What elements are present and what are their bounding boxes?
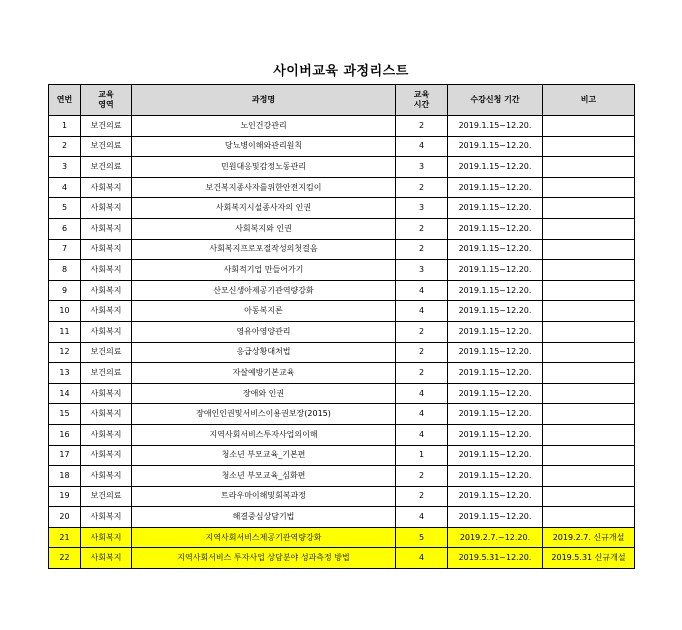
table-row (49, 383, 635, 404)
cell-area: 보건의료 (81, 342, 132, 363)
cell-note: 2019.2.7. 신규개설 (543, 527, 635, 548)
cell-course: 노인건강관리 (132, 116, 396, 137)
cell-area: 사회복지 (81, 198, 132, 219)
cell-no: 15 (49, 404, 81, 425)
cell-no: 17 (49, 445, 81, 466)
cell-area: 사회복지 (81, 239, 132, 260)
cell-no: 7 (49, 239, 81, 260)
cell-hours: 1 (396, 445, 448, 466)
header-hours (396, 85, 448, 116)
cell-period: 2019.1.15~12.20. (448, 116, 543, 137)
cell-no: 12 (49, 342, 81, 363)
cell-note (543, 301, 635, 322)
table-row (49, 157, 635, 178)
cell-period: 2019.1.15~12.20. (448, 260, 543, 281)
cell-period: 2019.1.15~12.20. (448, 321, 543, 342)
cell-area: 보건의료 (81, 157, 132, 178)
cell-note (543, 218, 635, 239)
cell-hours: 2 (396, 486, 448, 507)
table-row (49, 445, 635, 466)
cell-area: 보건의료 (81, 363, 132, 384)
cell-period: 2019.1.15~12.20. (448, 280, 543, 301)
cell-hours: 4 (396, 404, 448, 425)
cell-note (543, 424, 635, 445)
cell-course: 사회복지프로포절작성의첫걸음 (132, 239, 396, 260)
cell-course: 지역사회서비스 투자사업 상담분야 성과측정 방법 (132, 548, 396, 569)
cell-hours: 4 (396, 507, 448, 528)
cell-area: 사회복지 (81, 177, 132, 198)
table-row (49, 507, 635, 528)
cell-note (543, 260, 635, 281)
cell-note (543, 177, 635, 198)
cell-note (543, 239, 635, 260)
cell-no: 19 (49, 486, 81, 507)
header-hours-line2: 시간 (413, 100, 430, 109)
cell-area: 보건의료 (81, 486, 132, 507)
cell-no: 10 (49, 301, 81, 322)
cell-period: 2019.1.15~12.20. (448, 157, 543, 178)
header-area (81, 85, 132, 116)
cell-area: 사회복지 (81, 507, 132, 528)
table-row (49, 342, 635, 363)
cell-period: 2019.1.15~12.20. (448, 177, 543, 198)
cell-course: 응급상황대처법 (132, 342, 396, 363)
cell-note (543, 116, 635, 137)
cell-course: 산모신생아제공기관역량강화 (132, 280, 396, 301)
cell-note (543, 363, 635, 384)
table-row (49, 321, 635, 342)
table-row (49, 239, 635, 260)
cell-hours: 3 (396, 198, 448, 219)
cell-note (543, 445, 635, 466)
course-list-table (48, 84, 635, 569)
header-no: 연번 (49, 85, 81, 116)
cell-period: 2019.1.15~12.20. (448, 301, 543, 322)
cell-course: 사회복지와 인권 (132, 218, 396, 239)
cell-course: 사회복지시설종사자의 인권 (132, 198, 396, 219)
header-area-line2: 영역 (98, 100, 114, 109)
cell-area: 사회복지 (81, 280, 132, 301)
cell-hours: 2 (396, 466, 448, 487)
table-row (49, 527, 635, 548)
cell-area: 사회복지 (81, 527, 132, 548)
cell-period: 2019.2.7.~12.20. (448, 527, 543, 548)
cell-no: 20 (49, 507, 81, 528)
cell-hours: 2 (396, 321, 448, 342)
cell-no: 14 (49, 383, 81, 404)
cell-note (543, 157, 635, 178)
cell-area: 보건의료 (81, 116, 132, 137)
cell-area: 보건의료 (81, 136, 132, 157)
table-row (49, 301, 635, 322)
cell-area: 사회복지 (81, 321, 132, 342)
cell-no: 13 (49, 363, 81, 384)
cell-course: 자살예방기본교육 (132, 363, 396, 384)
cell-period: 2019.1.15~12.20. (448, 486, 543, 507)
cell-area: 사회복지 (81, 301, 132, 322)
cell-course: 청소년 부모교육_기본편 (132, 445, 396, 466)
cell-course: 아동복지론 (132, 301, 396, 322)
table-row (49, 218, 635, 239)
cell-area: 사회복지 (81, 383, 132, 404)
table-row (49, 177, 635, 198)
cell-course: 보건복지종사자를위한안전지킴이 (132, 177, 396, 198)
cell-period: 2019.1.15~12.20. (448, 198, 543, 219)
cell-period: 2019.1.15~12.20. (448, 383, 543, 404)
cell-note: 2019.5.31 신규개설 (543, 548, 635, 569)
cell-course: 지역사회서비스투자사업의이해 (132, 424, 396, 445)
table-row (49, 116, 635, 137)
cell-note (543, 321, 635, 342)
header-area-line1: 교육 (98, 90, 114, 99)
cell-course: 당뇨병이해와관리원칙 (132, 136, 396, 157)
cell-no: 5 (49, 198, 81, 219)
cell-period: 2019.1.15~12.20. (448, 239, 543, 260)
cell-no: 22 (49, 548, 81, 569)
cell-course: 민원대응및감정노동관리 (132, 157, 396, 178)
cell-no: 21 (49, 527, 81, 548)
table-row (49, 136, 635, 157)
cell-course: 장애와 인권 (132, 383, 396, 404)
cell-area: 사회복지 (81, 404, 132, 425)
table-row (49, 486, 635, 507)
cell-hours: 4 (396, 301, 448, 322)
cell-area: 사회복지 (81, 424, 132, 445)
cell-course: 사회적기업 만들어가기 (132, 260, 396, 281)
cell-period: 2019.1.15~12.20. (448, 218, 543, 239)
cell-note (543, 383, 635, 404)
cell-period: 2019.1.15~12.20. (448, 136, 543, 157)
cell-hours: 4 (396, 136, 448, 157)
cell-no: 6 (49, 218, 81, 239)
cell-note (543, 198, 635, 219)
cell-no: 16 (49, 424, 81, 445)
cell-no: 2 (49, 136, 81, 157)
table-row (49, 548, 635, 569)
table-header-row (49, 85, 635, 116)
header-period: 수강신청 기간 (448, 85, 543, 116)
cell-period: 2019.1.15~12.20. (448, 424, 543, 445)
cell-area: 사회복지 (81, 466, 132, 487)
cell-no: 3 (49, 157, 81, 178)
cell-period: 2019.1.15~12.20. (448, 404, 543, 425)
cell-no: 4 (49, 177, 81, 198)
cell-hours: 3 (396, 157, 448, 178)
cell-period: 2019.1.15~12.20. (448, 445, 543, 466)
cell-no: 8 (49, 260, 81, 281)
page-title: 사이버교육 과정리스트 (273, 64, 409, 79)
cell-hours: 2 (396, 218, 448, 239)
table-row (49, 424, 635, 445)
header-hours-line1: 교육 (413, 90, 430, 99)
cell-note (543, 486, 635, 507)
cell-note (543, 507, 635, 528)
cell-period: 2019.1.15~12.20. (448, 363, 543, 384)
cell-no: 11 (49, 321, 81, 342)
cell-hours: 5 (396, 527, 448, 548)
cell-no: 18 (49, 466, 81, 487)
cell-hours: 4 (396, 280, 448, 301)
cell-area: 사회복지 (81, 548, 132, 569)
cell-hours: 4 (396, 424, 448, 445)
table-body (49, 116, 635, 569)
cell-course: 영유아영양관리 (132, 321, 396, 342)
cell-course: 장애인인권및서비스이용권보장(2015) (132, 404, 396, 425)
cell-note (543, 342, 635, 363)
cell-hours: 2 (396, 363, 448, 384)
cell-course: 청소년 부모교육_심화편 (132, 466, 396, 487)
cell-period: 2019.1.15~12.20. (448, 507, 543, 528)
cell-hours: 4 (396, 383, 448, 404)
table-row (49, 363, 635, 384)
table-row (49, 198, 635, 219)
header-note: 비고 (543, 85, 635, 116)
cell-course: 해결중심상담기법 (132, 507, 396, 528)
header-course: 과정명 (132, 85, 396, 116)
cell-hours: 4 (396, 548, 448, 569)
cell-period: 2019.5.31~12.20. (448, 548, 543, 569)
cell-note (543, 404, 635, 425)
cell-course: 지역사회서비스제공기관역량강화 (132, 527, 396, 548)
cell-area: 사회복지 (81, 445, 132, 466)
cell-note (543, 466, 635, 487)
table-row (49, 466, 635, 487)
cell-hours: 2 (396, 342, 448, 363)
cell-area: 사회복지 (81, 218, 132, 239)
cell-hours: 3 (396, 260, 448, 281)
cell-hours: 2 (396, 116, 448, 137)
cell-hours: 2 (396, 177, 448, 198)
cell-course: 트라우마이해및회복과정 (132, 486, 396, 507)
cell-period: 2019.1.15~12.20. (448, 466, 543, 487)
table-row (49, 260, 635, 281)
table-row (49, 404, 635, 425)
cell-area: 사회복지 (81, 260, 132, 281)
cell-no: 1 (49, 116, 81, 137)
cell-period: 2019.1.15~12.20. (448, 342, 543, 363)
cell-hours: 2 (396, 239, 448, 260)
cell-note (543, 136, 635, 157)
table-row (49, 280, 635, 301)
cell-note (543, 280, 635, 301)
cell-no: 9 (49, 280, 81, 301)
